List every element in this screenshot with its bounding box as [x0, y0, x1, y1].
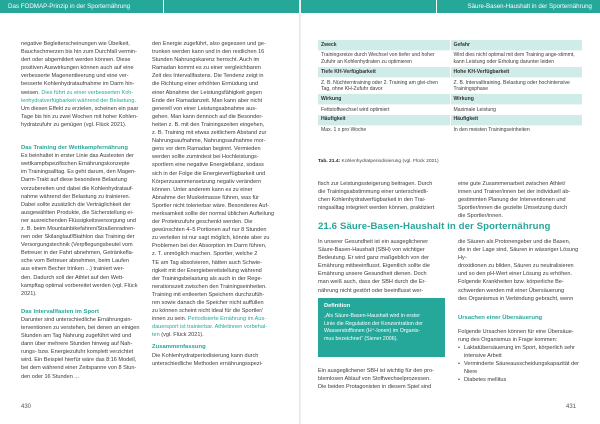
- paragraph-line: negative Begleiterscheinungen wie Übelkeit,: [21, 41, 130, 47]
- paragraph-line: In unserer Gesundheit ist ein ausgeglichener: [318, 239, 429, 245]
- definition-line: mus bezeichnet“ (Siener 2006).: [324, 335, 398, 342]
- paragraph-line: dert oder abgemildert werden können. Diese: [21, 57, 131, 64]
- periodization-table: [318, 40, 582, 135]
- running-header-divider: [436, 0, 437, 13]
- table-header-cell: Hohe KH-Verfügbarkeit: [450, 67, 582, 77]
- highlight-text: Periodisierte Ernährung im Aus-: [187, 316, 267, 323]
- paragraph-line: Sportler nicht tolerierbar wäre. Besonderes Auf-: [152, 202, 269, 209]
- paragraph-line: gestimmten Planung der Interventionen und: [458, 197, 566, 204]
- page-number-right: 431: [566, 404, 577, 410]
- book-gutter: [299, 0, 301, 424]
- table-cell: Z. B. Intervalltraining, Belastung oder hochintensive Trainingsphase: [450, 77, 582, 94]
- paragraph-line: innen und Trainer/innen bei der individuell ab-: [458, 189, 571, 196]
- table-cell: In den meisten Trainingseinheiten: [450, 125, 582, 135]
- paragraph-line: ningsalltag integriert werden können, praktiziert: [318, 205, 435, 212]
- paragraph-line: aus einem Becher trinken ...) trainiert wer-: [21, 266, 125, 273]
- paragraph-line: im Trainingsalltag. Es geht darum, den Magen-: [21, 169, 137, 176]
- paragraph-line: man weiß auch, dass der SBH durch die Er-: [318, 279, 427, 286]
- right-column-1-top: [318, 180, 443, 212]
- paragraph-line: Um diesen Effekt zu erzielen, scheinen ein paar: [21, 105, 139, 112]
- table-header-cell: Gefahr: [450, 40, 582, 50]
- list-item: • Laktatübersäuerung im Sport, körperlich sehr intensive Arbeit: [458, 344, 582, 360]
- highlight-text: lenhydratverfügbarkeit während der Belastung.: [21, 97, 137, 104]
- paragraph-line: den. Dadurch soll der Athlet auf den Wett-: [21, 274, 124, 281]
- definition-line: Wasserstoffionen (H⁺-Ionen) im Organis-: [324, 328, 421, 335]
- definition-line: Linie die Regulation der Konzentration der: [324, 320, 423, 327]
- paragraph-line: hydratzufuhr zu genügen (vgl. Flück 2021).: [21, 121, 127, 128]
- table-row: [318, 77, 582, 94]
- paragraph-line: ren sowie danach die Speicher nicht auffüllen: [152, 300, 264, 306]
- paragraph-line: Körperzusammensetzung negativ verändern: [152, 178, 262, 185]
- paragraph-line: TE am Tag absolvieren, hätten auch Schwie-: [152, 259, 262, 266]
- paragraph-line: Sportler/innen die gezielte Umsetzung durch: [458, 205, 568, 212]
- paragraph-line: rungs- bzw. Energiezufuhr komplett verzichtet: [21, 349, 134, 356]
- section-heading: Das Intervallfasten im Sport: [21, 308, 99, 315]
- paragraph-line: schwerden werden mit einer Übersäuerung: [458, 287, 565, 294]
- paragraph-line: Die Kohlenhydratperiodisierung kann durch: [152, 352, 259, 359]
- paragraph-line: ner ausreichenden Flüssigkeitsversorgung und: [21, 217, 137, 224]
- paragraph-line: den Energie zugeführt, also gegessen und ge-: [152, 41, 266, 47]
- paragraph-line: terventionen zu verstehen, bei denen an einigen: [21, 325, 140, 331]
- right-column-2-body: [458, 238, 582, 385]
- paragraph-line: z. T. unmöglich machen. Sportler, welche 2: [152, 251, 258, 258]
- paragraph-line: Ende der Ramadanzeit. Man kann aber nicht: [152, 97, 263, 104]
- paragraph-line: Stunden am Tag Nahrung zugeführt wird und: [21, 333, 132, 340]
- paragraph-line: Ramadan kommt es zu einer vergleichbaren: [152, 65, 261, 72]
- paragraph-line: dann über mehrere Stunden hinweg auf Nah-: [21, 341, 133, 348]
- table-header-cell: Häufigkeit: [318, 115, 450, 125]
- paragraph-line: und so den pH-Wert einer Lösung zu erhöhen.: [458, 271, 572, 278]
- highlight-text: dauersport ist trainierbar. Athletinnen vorbehal-: [152, 324, 268, 331]
- paragraph-line: Tage bis hin zu zwei Wochen mit hoher Kohlen-: [21, 113, 138, 120]
- paragraph-line: sche vom Betreuer abnehmen, beim Laufen: [21, 258, 129, 265]
- paragraph-line: Zeit des Intervallfastens. Die Tendenz zeigt in: [152, 73, 264, 80]
- paragraph-line: droxidionen zu bilden, Säuren zu neutralisieren: [458, 263, 574, 270]
- list-item: • Verminderte Säureausscheidungskapazität der Niere: [458, 360, 582, 376]
- paragraph-line: zu verteilen ist nur sagt möglich, könnte aber zu: [152, 235, 270, 242]
- paragraph-line: gens vor dem Ramadan beginnt. Vermieden: [152, 146, 261, 153]
- table-header-cell: Häufigkeit: [450, 115, 582, 125]
- highlight-text: Dies führt zu einer verbesserten Koh-: [41, 89, 134, 96]
- table-header-cell: Zweck: [318, 40, 450, 50]
- running-header-right-title: Säure-Basen-Haushalt in der Sporternährung: [467, 3, 592, 10]
- right-column-1-intro: [318, 238, 445, 295]
- paragraph-line: Folgende Ursachen können für eine Übersäue-: [458, 328, 574, 335]
- running-header-divider: [163, 0, 164, 13]
- section-heading: Ursachen einer Übersäuerung: [458, 314, 543, 321]
- paragraph-line: Problemen bei der Absorption im Darm führen,: [152, 243, 267, 250]
- paragraph-line: vorzubereiten und dabei die Kohlenhydratauf-: [21, 185, 134, 192]
- paragraph-line: Betreuer in der Fahrt abnehmen, Getränkefla-: [21, 250, 134, 257]
- spacer: [21, 298, 145, 308]
- table-caption: [318, 159, 439, 164]
- paragraph-line: den oder 16 Stunden ...: [21, 373, 79, 380]
- left-column-2: [152, 40, 276, 368]
- table-cell: Maximale Leistung: [450, 105, 582, 115]
- paragraph-line: Training mit entleerten Speichern durchzufüh-: [152, 291, 265, 298]
- right-column-1-bottom: [318, 367, 443, 391]
- table-header-row: [318, 40, 582, 50]
- paragraph-line: merksamkeit sollte der normal üblichen Aufteilung: [152, 210, 275, 217]
- paragraph-line: wettkampfspezifischen Ernährungskonzepte: [21, 161, 130, 168]
- paragraph-line: eine gute Zusammenarbeit zwischen Athlet/: [458, 181, 566, 187]
- paragraph-line: die Trainingsabstimmung einer unterschiedli-: [318, 189, 429, 196]
- paragraph-line: zu können scheint nicht ideal für die Sportler/: [152, 308, 263, 315]
- table-cell: Z. B. Nüchterntraining oder 2. Training am glei-chen Tag, ohne KH-Zufuhr davor: [318, 77, 450, 94]
- paragraph-line: Stunden Nahrungskarenz herrscht. Auch im: [152, 57, 260, 64]
- paragraph-line: Säure-Basen-Haushalt (SBH) von wichtiger: [318, 247, 425, 254]
- text-run: weisen.: [21, 89, 42, 96]
- paragraph-line: chen Kohlenhydratverfügbarkeit in den Trai-: [318, 197, 426, 204]
- paragraph-line: besserte Kohlenhydrataufnahme im Darm hin-: [21, 81, 135, 88]
- running-header-left: [0, 0, 299, 13]
- table-row: [318, 125, 582, 135]
- paragraph-line: Dabei sollte zusätzlich die Verträglichkeit der: [21, 201, 131, 208]
- paragraph-line: können. Unter anderem kann es zu einer: [152, 186, 253, 193]
- table-cell: Wird dies nicht optimal mit dem Training ange-stimmt, kann Leistung oder Erholung darunter leiden: [450, 50, 582, 67]
- paragraph-line: z. B. beim Mountainbikefahren/Straßenradren-: [21, 225, 136, 232]
- paragraph-line: der Proteinzufuhr geschenkt werden. Die: [152, 219, 253, 226]
- paragraph-line: Darunter sind unterschiedliche Ernährungsin-: [21, 316, 133, 323]
- paragraph-line: die Säuren als Protonengeber und die Basen,: [458, 239, 571, 245]
- definition-box: [318, 298, 445, 357]
- text-run: (vgl. Flück 2021).: [159, 332, 204, 339]
- table-cell: Fettstoffwechsel wird optimiert: [318, 105, 450, 115]
- paragraph-line: bei dem während einer Zeitspanne von 8 Stun-: [21, 365, 137, 372]
- paragraph-line: Abnahme der Muskelmasse führen, was für: [152, 194, 259, 201]
- table-caption-text: Kohlenhydratperiodisierung (vgl. Flück 2021): [340, 159, 439, 164]
- definition-title: Definition: [324, 303, 351, 309]
- paragraph-line: nen oder Skilanglauf/Biathlon das Training der: [21, 234, 135, 241]
- paragraph-line: heiten z. B. mit den Trainingszeiten eingehen,: [152, 121, 265, 128]
- table-row: [318, 50, 582, 67]
- table-cell: Max. 1 x pro Woche: [318, 125, 450, 135]
- paragraph-line: generell von einer Leistungsabnahme aus-: [152, 105, 257, 112]
- paragraph-line: nerationszeit zwischen den Trainingseinheiten.: [152, 283, 267, 290]
- paragraph-line: fisch zur Leistungssteigerung beitragen. Durch: [318, 181, 433, 187]
- chapter-heading: [318, 221, 582, 232]
- page-number-left: 430: [21, 404, 32, 410]
- text-run: innen zu sein.: [152, 316, 188, 323]
- paragraph-line: werden sollte zumindest bei Hochleistungs-: [152, 154, 259, 161]
- paragraph-line: Bedeutung. Er wird ganz maßgeblich von der: [318, 255, 430, 262]
- paragraph-line: wird. Ein Beispiel hierfür wäre das 8:16 Modell,: [21, 357, 137, 364]
- cause-list: [458, 344, 582, 384]
- paragraph-line: der Trainingsbelastung als auch in der Rege-: [152, 275, 263, 282]
- paragraph-line: sich in der Folge die Energieverfügbarkeit und: [152, 170, 266, 177]
- paragraph-line: nährung nicht gestört oder beeinflusst wer-: [318, 287, 424, 294]
- chapter-heading-number: 21.6: [318, 221, 338, 232]
- paragraph-line: verbesserte Magenentleerung und eine ver-: [21, 73, 129, 80]
- highlight-text: ten: [152, 332, 160, 339]
- paragraph-line: trunken werden kann und in den restlichen 16: [152, 49, 265, 56]
- paragraph-line: Es beinhaltet in erster Linie das Austesten der: [21, 153, 134, 160]
- table-header-cell: Wirkung: [318, 94, 450, 104]
- paragraph-line: gehen. Man kann dennoch auf die Besonder-: [152, 113, 264, 120]
- paragraph-line: [21, 89, 145, 97]
- paragraph-line: die Richtung einer erhöhten Ermüdung und: [152, 81, 259, 88]
- table-cell: Trainingsreize durch Wechsel von tiefer und hoher Zufuhr an Kohlenhydraten zu optimieren: [318, 50, 450, 67]
- table-header-cell: Tiefe KH-Verfügbarkeit: [318, 67, 450, 77]
- paragraph-line: [152, 331, 276, 339]
- paragraph-line: Ernährung mitbeeinflusst. Eigentlich sollte die: [318, 263, 430, 270]
- paragraph-line: rigkeit mit der Energiebereitstellung während: [152, 267, 262, 274]
- section-heading: Das Training der Wettkampfernährung: [21, 145, 128, 152]
- paragraph-line: Folgende Krankheiten bzw. körperliche Be-: [458, 279, 564, 286]
- table-header-row: [318, 67, 582, 77]
- paragraph-line: Die beiden Protagonisten in diesem Spiel sind: [318, 384, 432, 391]
- spacer: [458, 303, 582, 310]
- paragraph-line: positiven Auswirkungen können auch auf eine: [21, 65, 134, 72]
- paragraph-line: nahme während der Belastung zu trainieren.: [21, 193, 131, 200]
- paragraph-line: die Sportler/innen.: [458, 213, 504, 220]
- running-header-left-title: Das FODMAP-Prinzip in der Sporternährung: [8, 3, 131, 10]
- chapter-heading-text: Säure-Basen-Haushalt in der Sporternährung: [340, 221, 551, 232]
- list-item: • Diabetes mellitus: [458, 376, 582, 384]
- paragraph-line: rung des Organismus in Frage kommen:: [458, 336, 558, 343]
- table-header-row: [318, 94, 582, 104]
- section-heading: Zusammenfassung: [152, 344, 206, 351]
- paragraph-line: [152, 315, 276, 323]
- paragraph-line: gewünschten 4–5 Portionen auf nur 8 Stunden: [152, 227, 267, 234]
- table-row: [318, 105, 582, 115]
- paragraph-line: Versorgungstechnik (Verpflegungsbeutel vom: [21, 242, 133, 249]
- paragraph-line: Bauchschmerzen bis hin zum Durchfall vermin-: [21, 49, 137, 56]
- running-header-right: [301, 0, 600, 13]
- paragraph-line: z. B. Training mit etwas zeitlichem Abstand zur: [152, 130, 267, 137]
- paragraph-line: des Organismus in Verbindung gebracht, wenn: [458, 295, 574, 302]
- paragraph-line: blemlosen Ablauf von Stoffwechselprozessen.: [318, 376, 431, 383]
- left-column-1: [21, 40, 145, 381]
- paragraph-line: Ernährung unsere Gesundheit dienen. Doch: [318, 271, 427, 278]
- paragraph-line: Darm-Trakt auf diese besondere Belastung: [21, 177, 127, 184]
- paragraph-line: Nahrungsaufnahme, Nahrungsaufnahme mor-: [152, 138, 266, 145]
- paragraph-line: die in der Lage sind, Säuren in wässriger Lösung Hy-: [458, 247, 579, 262]
- paragraph-line: einer Abnahme der Leistungsfähigkeit gegen: [152, 89, 262, 96]
- paragraph-line: unterschiedliche Methoden ernährungsspezi-: [152, 360, 263, 367]
- paragraph-line: ausgewählten Produkte, die Sicherstellung ei-: [21, 209, 134, 216]
- right-column-2-top: [458, 180, 582, 220]
- table-caption-label: Tab. 21.4:: [318, 159, 341, 164]
- table-header-row: [318, 115, 582, 125]
- paragraph-line: sportlern eine negative Energiebilanz, sodass: [152, 162, 264, 169]
- table-header-cell: Wirkung: [450, 94, 582, 104]
- definition-line: „Als Säure-Basen-Haushalt wird in erster: [324, 313, 420, 320]
- paragraph-line: Ein ausgeglichener SBH ist wichtig für den pro-: [318, 368, 434, 374]
- paragraph-line: kampftag optimal vorbereitet werden (vgl. Flück 2021).: [21, 282, 138, 297]
- spacer: [21, 129, 145, 144]
